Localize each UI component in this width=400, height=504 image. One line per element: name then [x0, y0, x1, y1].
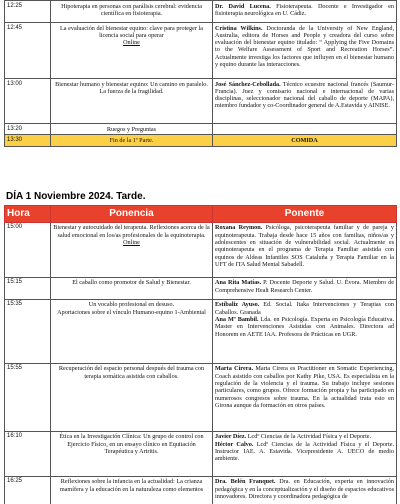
time-cell: 13:30: [5, 135, 51, 146]
talk-cell: [51, 23, 213, 79]
table-row: [5, 124, 397, 135]
time-cell: 12:45: [5, 23, 51, 79]
table-row: [5, 277, 397, 299]
speaker-cell: [213, 277, 397, 299]
speaker-name-2: Ana Mª Bambil.: [215, 315, 259, 323]
table-row: [5, 1, 397, 23]
speaker-name: Cristina Wilkins.: [215, 24, 263, 32]
time-cell: 15:00: [5, 222, 51, 277]
time-cell: 16:25: [5, 476, 51, 504]
talk-cell: [51, 299, 213, 363]
talk-cell: Recuperación del espacio personal después del trauma con terapia somática asistida con caballos.: [51, 363, 213, 431]
speaker-bio: Psicóloga, psicoterapeuta familiar y de pareja y equinoterapeuta. Trabaja desde hace 15 años con familias, niños/as y adolescentes en situación de vulnerabilidad social. Actualmente es equinoterapeuta en el programa de Terapia Familiar asistida con equinos de Aldeas Infantiles SOS Cataluña y Terapia Familiar en la UFT de ITA Salud Mental Sabadell.: [215, 224, 394, 268]
header-ponente: Ponente: [213, 206, 397, 223]
online-label: Online: [123, 238, 140, 246]
speaker-name: Estíbaliz Ayuso.: [215, 301, 260, 309]
talk-cell: [51, 222, 213, 277]
table-row: [5, 222, 397, 277]
talk-cell: Reflexiones sobre la infancia en la actualidad: La crianza mamífera y la educación en la naturaleza como elementos: [51, 476, 213, 504]
talk-cell: El caballo como promotor de Salud y Bienestar.: [51, 277, 213, 299]
talk-subtitle: Aportaciones sobre el vínculo Humano-equino 1-Ambiental: [57, 308, 206, 316]
table-row: [5, 431, 397, 476]
speaker-cell: [213, 476, 397, 504]
speaker-bio-2: Lcdº Ciencias de la Actividad Física y el Deporte. Instructor IAE. A. Estavida. Vicepresidente A. UECO de medio ambiente.: [215, 440, 394, 463]
time-cell: 15:35: [5, 299, 51, 363]
speaker-name: Javier Díez.: [215, 433, 247, 441]
speaker-cell: [213, 124, 397, 135]
speaker-name-2: Héctor Calvo.: [215, 440, 254, 448]
table-row: [5, 23, 397, 79]
lunch-break-row: [5, 135, 397, 146]
time-cell: 13:00: [5, 79, 51, 124]
speaker-name: Marta Cirera.: [215, 365, 254, 373]
speaker-name: José Sánchez-Cebollada.: [215, 80, 281, 88]
speaker-cell: [213, 363, 397, 431]
speaker-bio: Técnico ecuestre nacional francés (Saumur-Francia). Juez y comisario nacional e internacional de varias disciplinas, seleccionador nacional del caballo de deporte (MAPA), miembro fundador y co-Coordinador general de A.Estavida y AINISE.: [215, 80, 395, 110]
online-label: Online: [123, 39, 140, 47]
speaker-cell: [213, 23, 397, 79]
table-row: [5, 299, 397, 363]
table-row: [5, 476, 397, 504]
table-row: [5, 363, 397, 431]
speaker-bio: Marta Cirera es Practitioner en Somatic Experiencing, Coach asistido con caballos por Kathy Pike, USA. Es especialista en la regulación de la violencia y el trauma. Su trabajo incluye sesiones particulares, como grupos. Ofrece formación propia y ha participado en numerosos congresos sobre trauma. En la actualidad trata esto en Girona aunque da formación en otros países.: [215, 365, 394, 409]
speaker-name: Ana Rita Matías.: [215, 279, 262, 287]
time-cell: 15:55: [5, 363, 51, 431]
talk-cell: Ética en la Investigación Clínica: Un grupo de control con Ejercicio Físico, en un ensayo clínico en Equitación Terapéutica y Artritis.: [51, 431, 213, 476]
speaker-bio: Dra. en Educación, experta en innovación pedagógica y en la conceptualización y el diseño de espacios educativos innovadores. Directora y coordinadora pedagógica de: [215, 478, 394, 500]
speaker-cell: [213, 222, 397, 277]
time-cell: 12:25: [5, 1, 51, 23]
speaker-bio: Lcdº Ciencias de la Actividad Física y el Deporte.: [246, 433, 372, 441]
speaker-bio-2: Lda. en Psicología. Experta en Psicología Educativa. Master en Intervenciones Asistidas con Animales. Directora ad Honorem en AETE IAA. Profesora de Prácticas en UGR.: [215, 315, 395, 338]
table-header-row: [5, 206, 397, 223]
talk-cell: Fin de la 1ª Parte.: [51, 135, 213, 146]
talk-title: La evaluación del bienestar equino: clave para proteger la licencia social para operar: [60, 24, 203, 39]
talk-cell: Bienestar humano y bienestar equino: Un camino en paralelo. La fuerza de la fragilidad.: [51, 79, 213, 124]
speaker-cell: [213, 79, 397, 124]
table-row: [5, 79, 397, 124]
lunch-cell: COMIDA: [213, 135, 397, 146]
speaker-cell: [213, 431, 397, 476]
talk-cell: Ruegos y Preguntas: [51, 124, 213, 135]
speaker-name: Roxana Reymon.: [215, 224, 263, 232]
time-cell: 16:10: [5, 431, 51, 476]
talk-cell: Hipoterapia en personas con parálisis cerebral: evidencia científica en fisioterapia.: [51, 1, 213, 23]
time-cell: 15:15: [5, 277, 51, 299]
speaker-bio: Fisioterapeuta. Docente e Investigador en fisioterapia neurológica en U. Cádiz.: [215, 2, 395, 17]
header-hora: Hora: [5, 206, 51, 223]
speaker-cell: [213, 299, 397, 363]
talk-title: Bienestar y autocuidado del terapeuta. Reflexiones acerca de la salud emocional en los/as profesionales de la equinoterapia.: [53, 224, 210, 239]
day-heading: DÍA 1 Noviembre 2024. Tarde.: [6, 191, 146, 202]
talk-title: Un vocablo profesional en desuso.: [88, 301, 175, 309]
speaker-cell: [213, 1, 397, 23]
header-ponencia: Ponencia: [51, 206, 213, 223]
speaker-name: Dra. Belén Franquet.: [215, 478, 276, 486]
speaker-bio: P. Docente Deporte y Salud. U. Évora. Miembro de Comprehensive Healt Research Center.: [215, 279, 394, 294]
afternoon-schedule-table: [4, 205, 397, 504]
speaker-bio: Doctoranda de la University of New England, Australia, editora de Horses and People y creadora del curso sobre evaluación del bienestar equino titulado: “ Applying the Five Domains to the Welfare Assessment of Sport and Recreation Horses”. Actualmente investiga los factores que influyen en el bienestar humano y equino durante las interacciones.: [215, 24, 394, 69]
time-cell: 13:20: [5, 124, 51, 135]
speaker-name: Dr. David Lucena.: [215, 2, 271, 10]
speaker-bio: Ed. Social. Itaka Intervenciones y Terapias con Caballos. Granada: [215, 301, 394, 316]
morning-schedule-table: [4, 0, 397, 147]
